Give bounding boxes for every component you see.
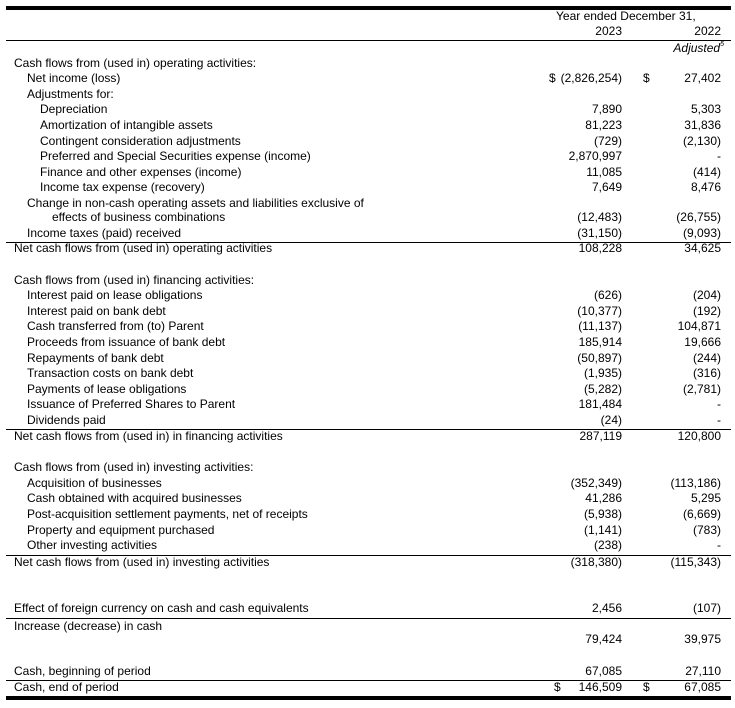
table-row-label-line1: Change in non-cash operating assets and liabilities exclusive of <box>27 196 364 210</box>
operating-section-title: Cash flows from (used in) operating activities: <box>14 56 257 70</box>
table-row: Interest paid on bank debt (10,377) (192) <box>27 304 721 318</box>
financing-section-title: Cash flows from (used in) financing activities: <box>14 273 255 287</box>
table-row: Preferred and Special Securities expense (income) 2,870,997 - <box>40 149 721 163</box>
increase-values-row: 79,424 39,975 <box>585 632 721 646</box>
table-row: Amortization of intangible assets 81,223 31,836 <box>40 118 721 132</box>
column-year-2023: 2023 <box>595 24 622 38</box>
adjusted-note <box>673 41 724 56</box>
table-row: Interest paid on lease obligations (626) (204) <box>27 288 721 302</box>
operating-total-row: Net cash flows from (used in) operating activities 108,228 34,625 <box>14 241 721 255</box>
table-row: Other investing activities (238) - <box>27 538 721 552</box>
bottom-thick-rule <box>6 696 731 700</box>
table-row: effects of business combinations (12,483) (26,755) <box>52 210 721 224</box>
table-row: Depreciation 7,890 5,303 <box>40 102 721 116</box>
table-row: Payments of lease obligations (5,282) (2,781) <box>27 382 721 396</box>
period-label: Year ended December 31, <box>556 9 696 23</box>
table-row: Transaction costs on bank debt (1,935) (316) <box>27 366 721 380</box>
table-row: Repayments of bank debt (50,897) (244) <box>27 351 721 365</box>
table-row: Acquisition of businesses (352,349) (113,186) <box>27 476 721 490</box>
table-row: Cash transferred from (to) Parent (11,137) 104,871 <box>27 319 721 333</box>
table-row: Income taxes (paid) received (31,150) (9,093) <box>27 226 721 240</box>
adjustments-label: Adjustments for: <box>27 87 114 101</box>
adjusted-label: Adjusted <box>673 41 721 55</box>
investing-total-row: Net cash flows from (used in) investing activities (318,380) (115,343) <box>14 555 721 569</box>
table-row: Property and equipment purchased (1,141) (783) <box>27 523 721 537</box>
footnote-ref: 5 <box>720 41 724 48</box>
column-year-2022: 2022 <box>694 24 721 38</box>
investing-section-title: Cash flows from (used in) investing activities: <box>14 460 254 474</box>
header-rule <box>6 40 731 41</box>
beginning-cash-row: Cash, beginning of period 67,085 27,110 <box>14 664 721 678</box>
ending-cash-row: Cash, end of period $ 146,509 $ 67,085 <box>14 680 721 694</box>
table-row: Issuance of Preferred Shares to Parent 181,484 - <box>27 397 721 411</box>
table-row: Post-acquisition settlement payments, net of receipts (5,938) (6,669) <box>27 507 721 521</box>
table-row: Net income (loss) $ (2,826,254) $ 27,402 <box>27 71 721 85</box>
table-row: Cash obtained with acquired businesses 41,286 5,295 <box>27 491 721 505</box>
financing-total-row: Net cash flows from (used in) in financing activities 287,119 120,800 <box>14 429 721 443</box>
table-row: Proceeds from issuance of bank debt 185,914 19,666 <box>27 335 721 349</box>
fx-row: Effect of foreign currency on cash and cash equivalents 2,456 (107) <box>14 601 721 615</box>
table-row: Contingent consideration adjustments (729) (2,130) <box>40 134 721 148</box>
table-row: Income tax expense (recovery) 7,649 8,476 <box>40 180 721 194</box>
increase-label-row: Increase (decrease) in cash <box>14 619 163 633</box>
table-row: Finance and other expenses (income) 11,085 (414) <box>40 165 721 179</box>
table-row: Dividends paid (24) - <box>27 413 721 427</box>
